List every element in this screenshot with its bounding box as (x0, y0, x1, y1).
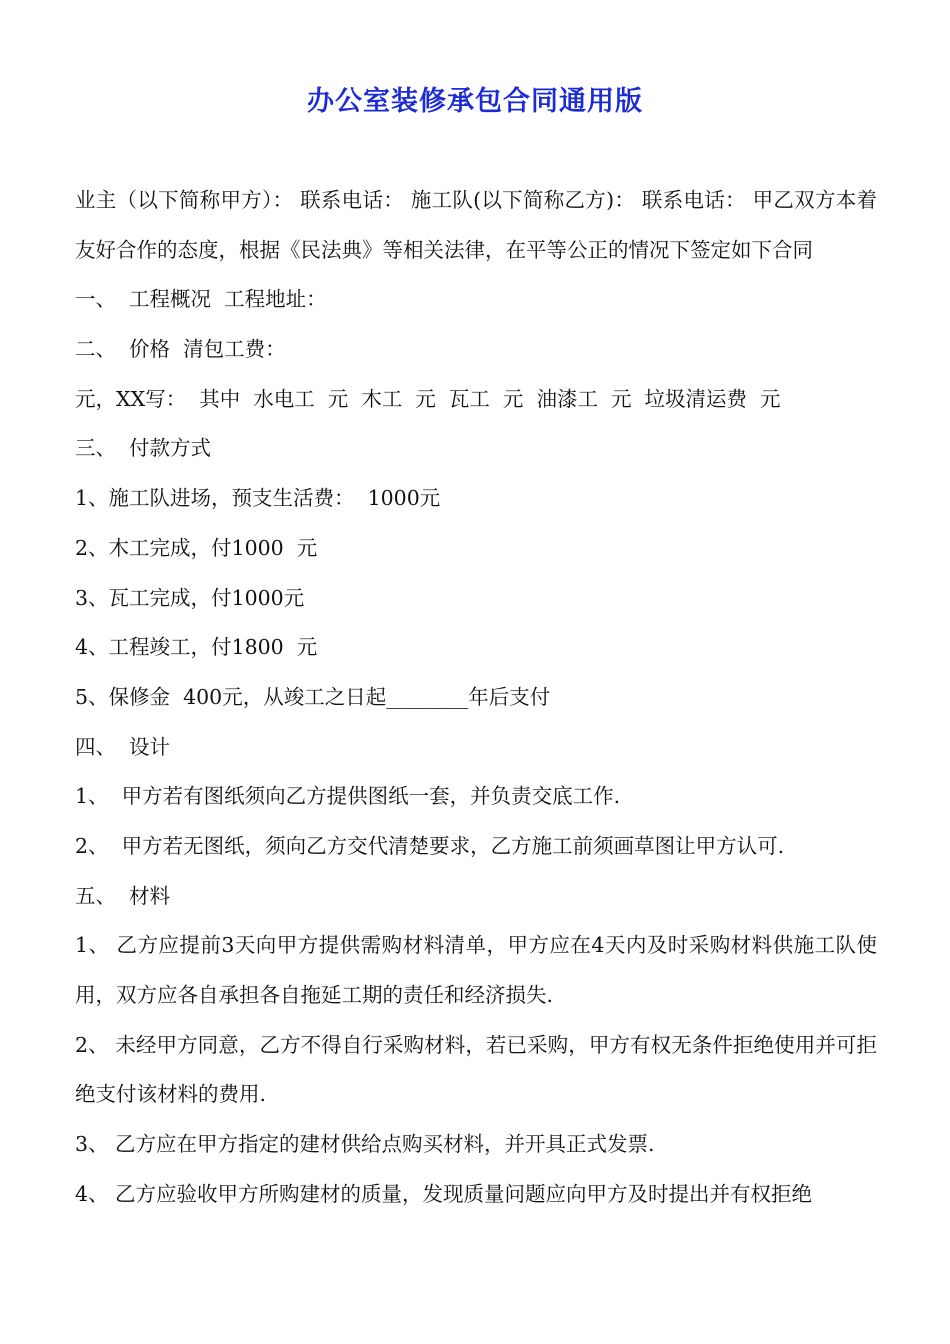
design-item-2: 2、 甲方若无图纸，须向乙方交代清楚要求，乙方施工前须画草图让甲方认可. (75, 833, 785, 858)
payment-item-5: 5、保修金 400元，从竣工之日起________年后支付 (75, 684, 551, 709)
section-5-heading: 五、 材料 (75, 883, 171, 908)
intro-paragraph: 业主（以下简称甲方）： 联系电话： 施工队(以下简称乙方)： 联系电话： 甲乙双方本着友好合作的态度，根据《民法典》等相关法律，在平等公正的情况下签定如下合同 (75, 188, 877, 262)
payment-item-1: 1、施工队进场，预支生活费： 1000元 (75, 486, 441, 511)
material-item-1: 1、 乙方应提前3天向甲方提供需购材料清单，甲方应在4天内及时采购材料供施工队使用，双方应各自承担各自拖延工期的责任和经济损失. (75, 933, 877, 1008)
document-title: 办公室装修承包合同通用版 (307, 86, 643, 117)
document-body (75, 176, 877, 1220)
payment-item-2: 2、木工完成，付1000 元 (75, 535, 318, 560)
payment-item-3: 3、瓦工完成，付1000元 (75, 585, 305, 610)
section-4-heading: 四、 设计 (75, 734, 171, 759)
material-item-2: 2、 未经甲方同意，乙方不得自行采购材料，若已采购，甲方有权无条件拒绝使用并可拒绝支付该材料的费用. (75, 1032, 877, 1107)
price-breakdown-line: 元，XX写： 其中 水电工 元 木工 元 瓦工 元 油漆工 元 垃圾清运费 元 (75, 386, 781, 411)
material-item-3: 3、 乙方应在甲方指定的建材供给点购买材料，并开具正式发票. (75, 1132, 655, 1157)
design-item-1: 1、 甲方若有图纸须向乙方提供图纸一套，并负责交底工作. (75, 784, 621, 809)
section-3-heading: 三、 付款方式 (75, 436, 212, 461)
material-item-4: 4、 乙方应验收甲方所购建材的质量，发现质量问题应向甲方及时提出并有权拒绝 (75, 1181, 813, 1206)
payment-item-4: 4、工程竣工，付1800 元 (75, 635, 318, 660)
section-1-heading: 一、 工程概况 工程地址： (75, 287, 327, 312)
section-2-heading: 二、 价格 清包工费： (75, 337, 286, 362)
